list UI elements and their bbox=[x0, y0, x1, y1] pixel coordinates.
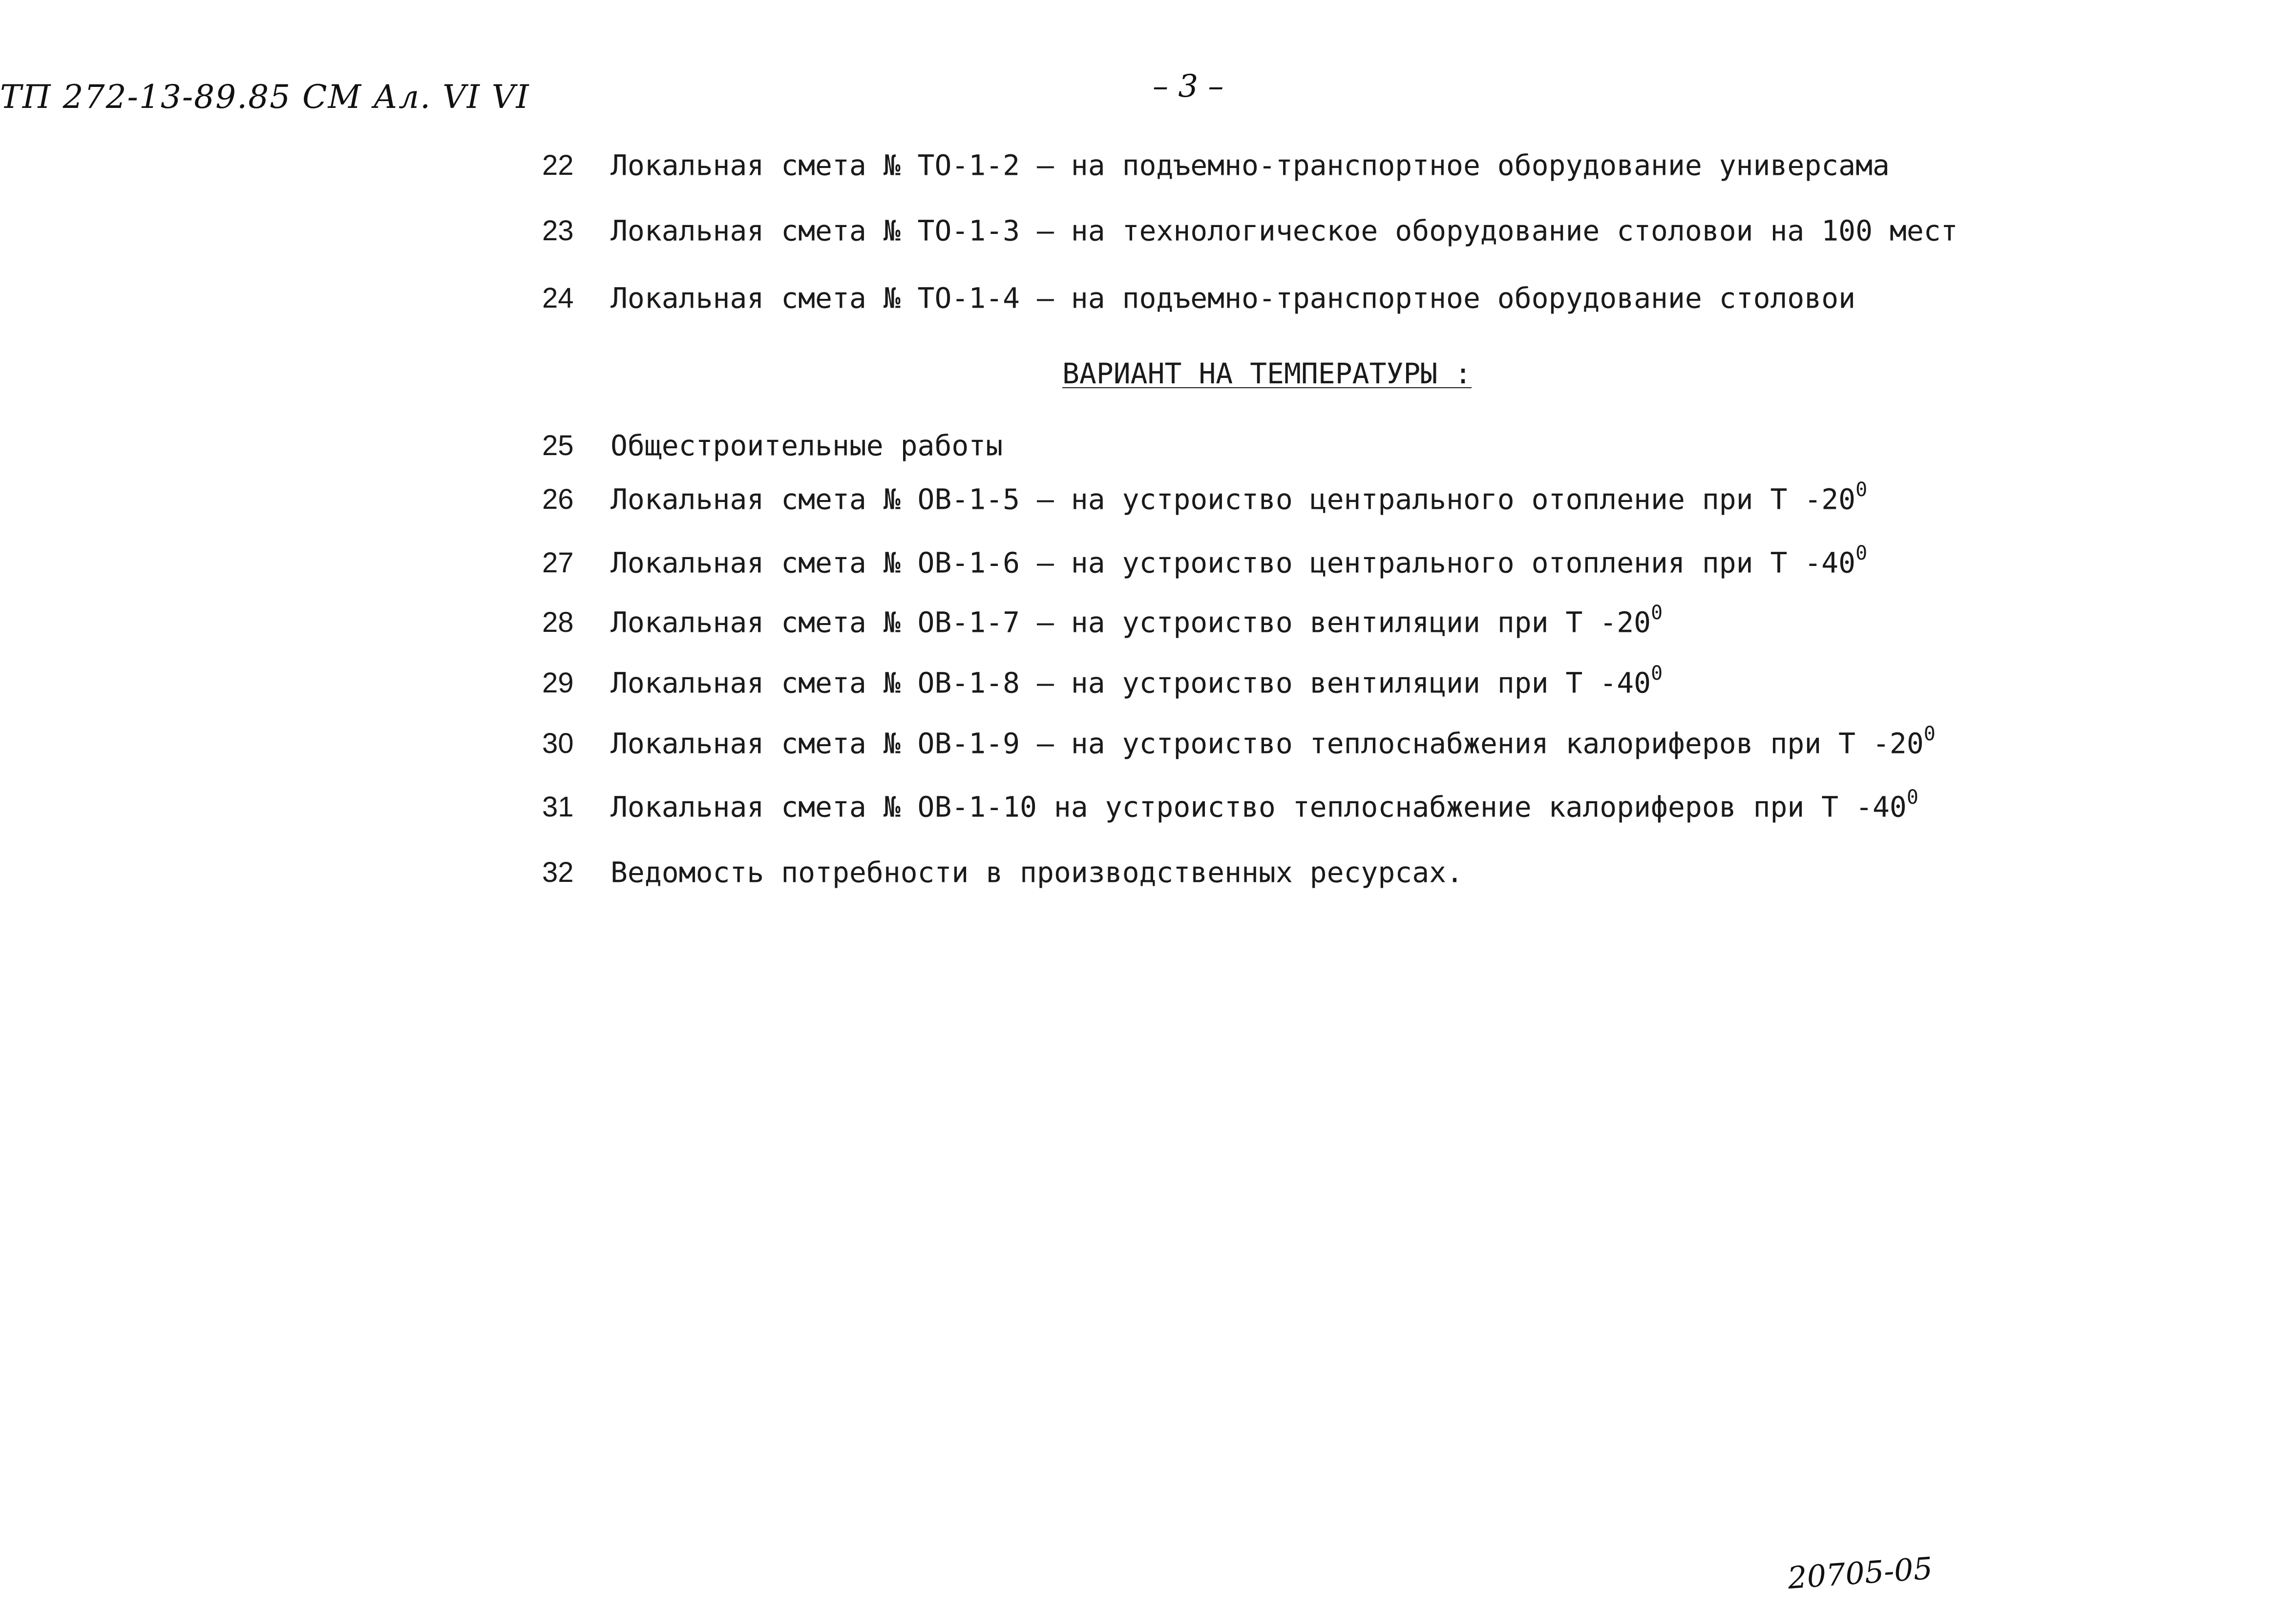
item-text: Локальная смета № ОВ-1-10 на устроиство теплоснабжение калориферов при Т $-40^0$ bbox=[611, 786, 1918, 824]
list-item bbox=[542, 659, 1663, 700]
item-text: Локальная смета № ТО-1-3 – на технологическое оборудование столовои на 100 мест bbox=[611, 214, 1958, 248]
item-number: 32 bbox=[542, 856, 574, 889]
item-text: Общестроительные работы bbox=[611, 429, 1003, 462]
list-item bbox=[542, 476, 1867, 517]
list-item bbox=[542, 207, 1958, 248]
list-item bbox=[542, 720, 1936, 761]
list-item bbox=[542, 142, 1890, 183]
item-text: Локальная смета № ТО-1-2 – на подъемно-транспортное оборудование универсама bbox=[611, 148, 1890, 182]
list-item bbox=[542, 422, 1003, 463]
item-text: Локальная смета № ТО-1-4 – на подъемно-транспортное оборудование столовои bbox=[611, 281, 1856, 315]
item-text: Локальная смета № ОВ-1-9 – на устроиство теплоснабжения калориферов при Т $-20^0$ bbox=[611, 723, 1936, 760]
item-number: 26 bbox=[542, 483, 574, 516]
item-text: Локальная смета № ОВ-1-6 – на устроиство центрального отопления при Т $-40^0$ bbox=[611, 542, 1868, 580]
item-text: Локальная смета № ОВ-1-8 – на устроиство вентиляции при Т $-40^0$ bbox=[611, 662, 1663, 700]
item-number: 22 bbox=[542, 149, 574, 182]
item-number: 31 bbox=[542, 791, 574, 823]
list-item bbox=[542, 599, 1663, 640]
list-item bbox=[542, 274, 1855, 315]
list-item bbox=[542, 849, 1463, 890]
section-heading: ВАРИАНТ НА ТЕМПЕРАТУРЫ : bbox=[1062, 357, 1472, 390]
item-number: 27 bbox=[542, 547, 574, 579]
archive-number: 20705-05 bbox=[1786, 1550, 1934, 1596]
item-number: 28 bbox=[542, 606, 574, 639]
item-text: Локальная смета № ОВ-1-7 – на устроиство вентиляции при Т $-20^0$ bbox=[611, 602, 1663, 639]
item-number: 24 bbox=[542, 282, 574, 314]
list-item bbox=[542, 783, 1918, 824]
item-number: 23 bbox=[542, 215, 574, 247]
item-number: 25 bbox=[542, 430, 574, 462]
item-text: Локальная смета № ОВ-1-5 – на устроиство центрального отопление при Т $-20^0$ bbox=[611, 479, 1868, 516]
item-number: 30 bbox=[542, 728, 574, 760]
item-number: 29 bbox=[542, 667, 574, 699]
list-item bbox=[542, 539, 1867, 580]
document-code: ТП 272-13-89.85 СМ Ал. VI VI bbox=[0, 78, 530, 116]
item-text: Ведомость потребности в производственных ресурсах. bbox=[611, 856, 1463, 889]
page-number: – 3 – bbox=[1153, 68, 1224, 104]
